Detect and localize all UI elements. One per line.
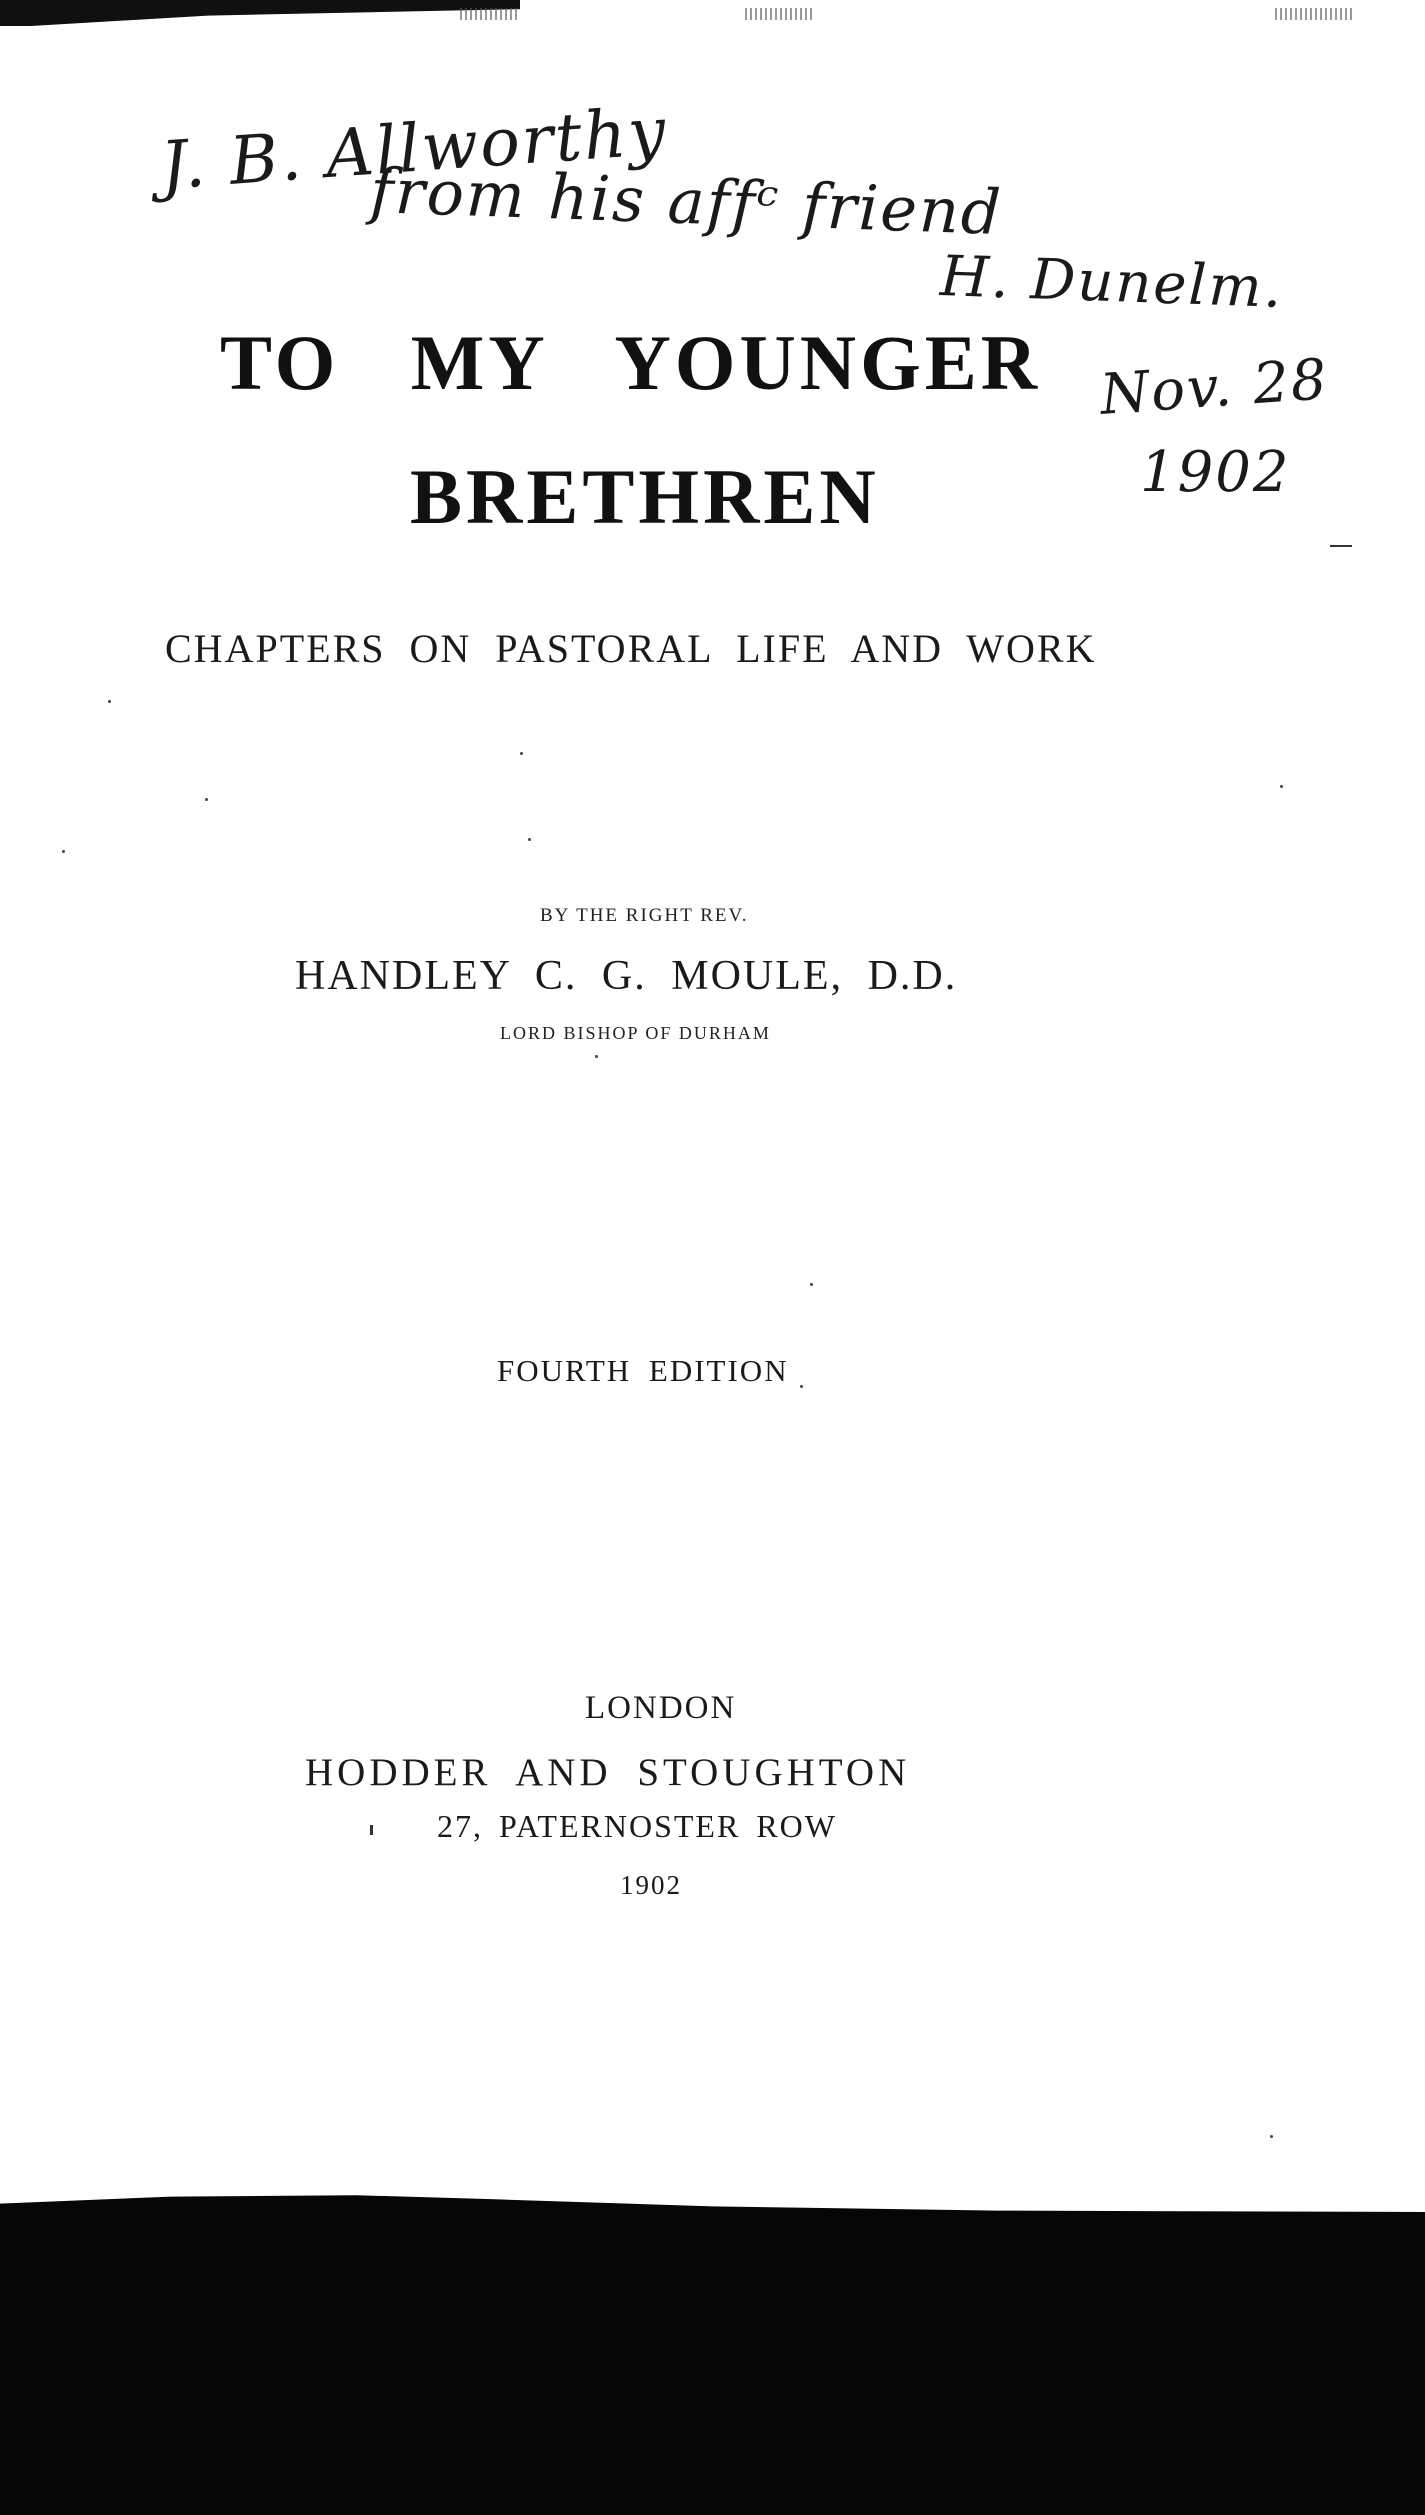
handwritten-signature: H. Dunelm. <box>938 244 1285 321</box>
scan-mark <box>370 1825 373 1835</box>
scan-band-bottom <box>0 2215 1425 2515</box>
handwritten-dedication: from his affᶜ friend <box>368 153 1004 250</box>
scan-speck <box>528 838 531 841</box>
handwritten-date: Nov. 28 <box>1098 347 1331 428</box>
book-title-line-2: BRETHREN <box>410 453 880 540</box>
edition-statement: FOURTH EDITION <box>497 1353 789 1388</box>
book-title-line-1: TO MY YOUNGER <box>220 319 1042 406</box>
imprint-address: 27, PATERNOSTER ROW <box>437 1808 837 1844</box>
scan-artifact <box>460 8 520 20</box>
scan-mark <box>1330 545 1352 547</box>
handwritten-recipient: J. B. Allworthy <box>157 92 670 205</box>
author-by-line: BY THE RIGHT REV. <box>540 905 749 926</box>
imprint-publisher: HODDER AND STOUGHTON <box>305 1751 911 1794</box>
book-subtitle: CHAPTERS ON PASTORAL LIFE AND WORK <box>165 626 1097 671</box>
handwritten-year: 1902 <box>1140 440 1291 505</box>
scan-edge-top <box>0 0 520 26</box>
scan-speck <box>520 752 523 755</box>
author-title: LORD BISHOP OF DURHAM <box>500 1023 771 1043</box>
scan-speck <box>1270 2135 1273 2138</box>
imprint-year: 1902 <box>620 1870 682 1900</box>
scan-artifact <box>1275 8 1355 20</box>
scan-speck <box>810 1283 813 1286</box>
scan-speck <box>108 700 111 703</box>
author-name: HANDLEY C. G. MOULE, D.D. <box>295 953 958 999</box>
scan-speck <box>205 798 208 801</box>
scan-speck <box>595 1055 598 1058</box>
scan-speck <box>800 1385 803 1388</box>
scan-speck <box>62 850 65 853</box>
imprint-city: LONDON <box>585 1690 737 1726</box>
scan-speck <box>1280 785 1283 788</box>
scan-artifact <box>745 8 815 20</box>
